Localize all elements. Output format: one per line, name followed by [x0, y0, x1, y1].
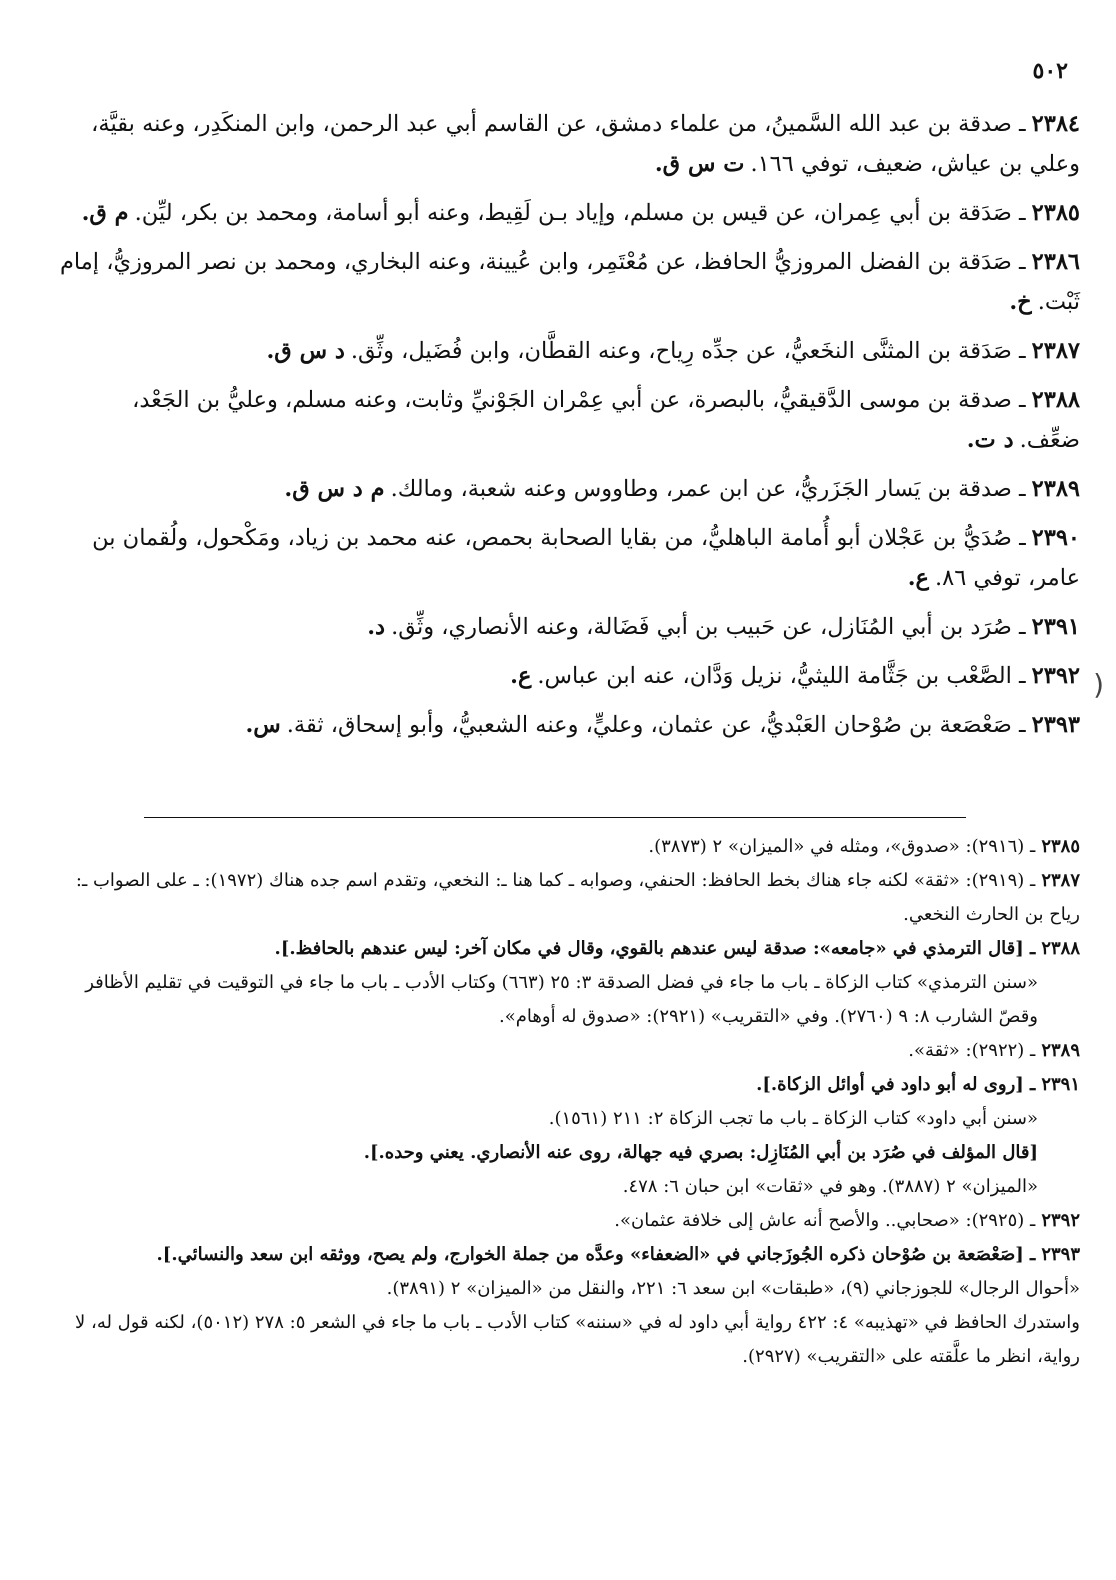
note-source: واستدرك الحافظ في «تهذيبه» ٤: ٤٢٢ رواية أبي داود له في «سننه» كتاب الأدب ـ باب ما جاء في الشعر ٥: ٢٧٨ (٥٠١٢)، لكنه قول له، لا رواية، انظر ما علَّقته على «التقريب» (٢٩٢٧).: [75, 1312, 1080, 1367]
entry-number: ٢٣٩٢: [1031, 663, 1080, 689]
entry-text: ـ صَدَقة بن المثنَّى النخَعيُّ، عن جدِّه رِياح، وعنه القطَّان، وابن فُضَيل، وثِّق.: [350, 338, 1026, 364]
entry-2392: [56, 656, 1080, 696]
entry-sigla: م د س ق.: [284, 476, 385, 502]
note-number: ٢٣٨٥: [1041, 836, 1080, 857]
entry-2393: [56, 705, 1080, 745]
note-2389: [56, 1034, 1080, 1068]
entry-2384: [56, 104, 1080, 184]
margin-mark: (: [1093, 668, 1104, 701]
note-source: «سنن أبي داود» كتاب الزكاة ـ باب ما تجب الزكاة ٢: ٢١١ (١٥٦١).: [548, 1108, 1038, 1129]
main-text: [56, 104, 1080, 754]
entry-number: ٢٣٩٠: [1031, 525, 1080, 551]
entry-sigla: خ.: [1009, 289, 1032, 315]
note-quote: ـ [روى له أبو داود في أوائل الزكاة.].: [756, 1074, 1036, 1095]
entry-text: ـ الصَّعْب بن جَثَّامة الليثيُّ، نزيل وَدَّان، عنه ابن عباس.: [537, 663, 1026, 689]
entry-sigla: ع.: [907, 565, 929, 591]
entry-number: ٢٣٨٨: [1031, 387, 1080, 413]
entry-2385: [56, 193, 1080, 233]
entry-number: ٢٣٩١: [1031, 614, 1080, 640]
entry-2388: [56, 380, 1080, 460]
note-text: ـ (٢٩٢٢): «ثقة».: [908, 1040, 1036, 1061]
entry-2387: [56, 331, 1080, 371]
note-number: ٢٣٩٣: [1041, 1244, 1080, 1265]
entry-text: ـ صُرَد بن أبي المُنَازل، عن حَبيب بن أبي فَضَالة، وعنه الأنصاري، وثِّق.: [391, 614, 1026, 640]
entry-number: ٢٣٨٧: [1031, 338, 1080, 364]
entry-2386: [56, 242, 1080, 322]
entry-number: ٢٣٨٤: [1031, 111, 1080, 137]
page-number: ٥٠٢: [1032, 58, 1068, 84]
entry-number: ٢٣٨٦: [1031, 249, 1080, 275]
note-quote: [قال المؤلف في صُرَد بن أبي المُنَازِل: بصري فيه جهالة، روى عنه الأنصاري. يعني وحده.].: [363, 1142, 1038, 1163]
entry-text: ـ صدقة بن عبد الله السَّمينُ، من علماء دمشق، عن القاسم أبي عبد الرحمن، وابن المنكَدِر، وعنه بقيَّة، وعلي بن عياش، ضعيف، توفي ١٦٦.: [91, 111, 1080, 177]
entry-text: ـ صَعْصَعة بن صُوْحان العَبْديُّ، عن عثمان، وعليٍّ، وعنه الشعبيُّ، وأبو إسحاق، ثقة.: [286, 712, 1026, 738]
entry-text: ـ صدقة بن يَسار الجَزَريُّ، عن ابن عمر، وطاووس وعنه شعبة، ومالك.: [390, 476, 1026, 502]
note-source: «أحوال الرجال» للجوزجاني (٩)، «طبقات» ابن سعد ٦: ٢٢١، والنقل من «الميزان» ٢ (٣٨٩١).: [386, 1278, 1080, 1299]
note-2385: [56, 830, 1080, 864]
entry-sigla: د ت.: [966, 427, 1014, 453]
entry-sigla: ع.: [510, 663, 532, 689]
note-number: ٢٣٩١: [1041, 1074, 1080, 1095]
entry-text: ـ صدقة بن موسى الدَّقيقيُّ، بالبصرة، عن أبي عِمْران الجَوْنيِّ وثابت، وعنه مسلم، وعليُّ بن الجَعْد، ضعِّف.: [132, 387, 1080, 453]
entry-number: ٢٣٩٣: [1031, 712, 1080, 738]
note-source: «سنن الترمذي» كتاب الزكاة ـ باب ما جاء في فضل الصدقة ٣: ٢٥ (٦٦٣) وكتاب الأدب ـ باب ما جاء في التوقيت في تقليم الأظافر وقصّ الشارب ٨: ٩ (٢٧٦٠). وفي «التقريب» (٢٩٢١): «صدوق له أوهام».: [85, 972, 1038, 1027]
entry-text: ـ صَدَقة بن أبي عِمران، عن قيس بن مسلم، وإياد بـن لَقِيط، وعنه أبو أسامة، ومحمد بن بكر، ليِّن.: [134, 200, 1026, 226]
entry-number: ٢٣٨٥: [1031, 200, 1080, 226]
entry-sigla: د س ق.: [266, 338, 345, 364]
note-2387: [56, 864, 1080, 932]
entry-sigla: م ق.: [81, 200, 129, 226]
entry-2390: [56, 518, 1080, 598]
note-2388: [56, 932, 1080, 966]
footnote-divider: [144, 817, 966, 818]
note-number: ٢٣٨٧: [1041, 870, 1080, 891]
entry-2389: [56, 469, 1080, 509]
note-number: ٢٣٩٢: [1041, 1210, 1080, 1231]
note-number: ٢٣٨٨: [1041, 938, 1080, 959]
note-quote: ـ [قال الترمذي في «جامعه»: صدقة ليس عندهم بالقوي، وقال في مكان آخر: ليس عندهم بالحافظ.].: [274, 938, 1036, 959]
note-2391: [56, 1068, 1080, 1102]
entry-text: ـ صَدَقة بن الفضل المروزيُّ الحافظ، عن مُعْتَمِر، وابن عُيينة، وعنه البخاري، ومحمد بن نصر المروزيُّ، إمام ثَبْت.: [59, 249, 1080, 315]
note-number: ٢٣٨٩: [1041, 1040, 1080, 1061]
note-source: «الميزان» ٢ (٣٨٨٧). وهو في «ثقات» ابن حبان ٦: ٤٧٨.: [622, 1176, 1038, 1197]
entry-sigla: د.: [367, 614, 386, 640]
entry-number: ٢٣٨٩: [1031, 476, 1080, 502]
note-text: ـ (٢٩١٩): «ثقة» لكنه جاء هناك بخط الحافظ: الحنفي، وصوابه ـ كما هنا ـ: النخعي، وتقدم اسم جده هناك (١٩٧٢): ـ على الصواب ـ: رياح بن الحارث النخعي.: [75, 870, 1080, 925]
note-2392: [56, 1204, 1080, 1238]
note-text: ـ (٢٩٢٥): «صحابي.. والأصح أنه عاش إلى خلافة عثمان».: [614, 1210, 1036, 1231]
entry-2391: [56, 607, 1080, 647]
note-2393: [56, 1238, 1080, 1272]
note-quote: ـ [صَعْصَعة بن صُوْحان ذكره الجُوزَجاني في «الضعفاء» وعدَّه من جملة الخوارج، ولم يصح، ووثقه ابن سعد والنسائي.].: [156, 1244, 1036, 1265]
note-text: ـ (٢٩١٦): «صدوق»، ومثله في «الميزان» ٢ (٣٨٧٣).: [648, 836, 1036, 857]
entry-text: ـ صُدَيُّ بن عَجْلان أبو أُمامة الباهليُّ، من بقايا الصحابة بحمص، عنه محمد بن زياد، ومَكْحول، ولُقمان بن عامر، توفي ٨٦.: [92, 525, 1080, 591]
entry-sigla: ت س ق.: [654, 151, 745, 177]
entry-sigla: س.: [245, 712, 281, 738]
footnotes: [56, 830, 1080, 1374]
